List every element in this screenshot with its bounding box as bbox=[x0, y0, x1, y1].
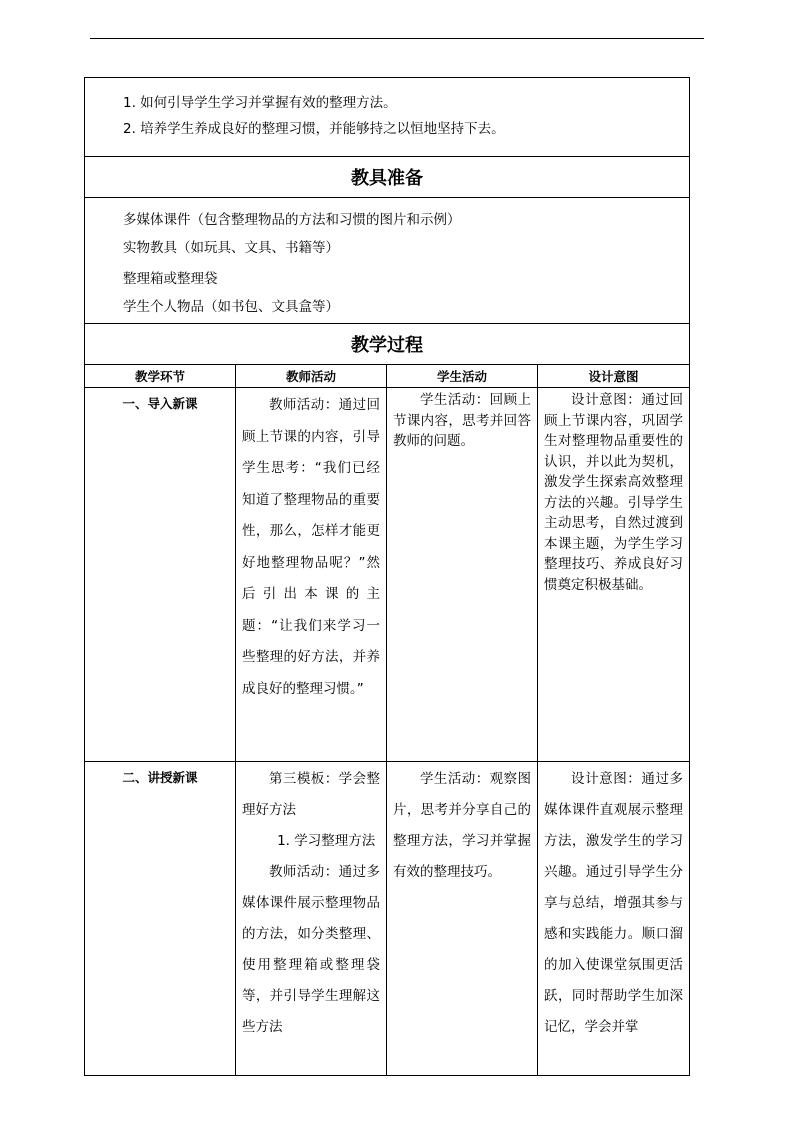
header-rule bbox=[90, 38, 704, 39]
aids-header-row bbox=[85, 157, 690, 198]
teacher-activity: 教师活动：通过多媒体课件展示整理物品的方法，如分类整理、使用整理箱或整理袋等，并引导学生理解这些方法 bbox=[242, 864, 380, 1035]
column-header-row bbox=[85, 365, 690, 388]
stage-cell: 一、导入新课 bbox=[85, 388, 236, 762]
column-header-teacher: 教师活动 bbox=[236, 365, 387, 388]
process-title: 教学过程 bbox=[85, 324, 690, 365]
method-subheading: 1. 学习整理方法 bbox=[277, 833, 376, 849]
aids-list bbox=[85, 198, 690, 324]
aids-item: 多媒体课件（包含整理物品的方法和习惯的图片和示例） bbox=[123, 212, 461, 228]
teacher-activity: 教师活动：通过回顾上节课的内容，引导学生思考：“我们已经知道了整理物品的重要性，那么，怎样才能更好地整理物品呢？”然后引出本课的主题：“让我们来学习一些整理的好方法，并养成良好的整理习惯。” bbox=[236, 388, 387, 762]
column-header-design: 设计意图 bbox=[538, 365, 690, 388]
aids-title: 教具准备 bbox=[85, 157, 690, 198]
student-activity: 学生活动：观察图片，思考并分享自己的整理方法，学习并掌握有效的整理技巧。 bbox=[387, 762, 538, 1076]
aids-item: 学生个人物品（如书包、文具盒等） bbox=[123, 299, 339, 315]
design-intent: 设计意图：通过多媒体课件直观展示整理方法，激发学生的学习兴趣。通过引导学生分享与总结，增强其参与感和实践能力。顺口溜的加入使课堂氛围更活跃，同时帮助学生加深记忆，学会并掌 bbox=[538, 762, 690, 1076]
difficulty-item: 2. 培养学生养成良好的整理习惯，并能够持之以恒地坚持下去。 bbox=[123, 121, 505, 137]
column-header-student: 学生活动 bbox=[387, 365, 538, 388]
design-intent: 设计意图：通过回顾上节课内容，巩固学生对整理物品重要性的认识，并以此为契机，激发学生探索高效整理方法的兴趣。引导学生主动思考，自然过渡到本课主题，为学生学习整理技巧、养成良好习惯奠定积极基础。 bbox=[538, 388, 690, 762]
aids-item: 实物教具（如玩具、文具、书籍等） bbox=[123, 240, 339, 256]
difficulty-item: 1. 如何引导学生学习并掌握有效的整理方法。 bbox=[123, 95, 397, 111]
stage-cell: 二、讲授新课 bbox=[85, 762, 236, 1076]
process-header-row bbox=[85, 324, 690, 365]
column-header-stage: 教学环节 bbox=[85, 365, 236, 388]
table-row bbox=[85, 762, 690, 1076]
difficulty-row bbox=[85, 78, 690, 157]
student-activity: 学生活动：回顾上节课内容，思考并回答教师的问题。 bbox=[387, 388, 538, 762]
teacher-activity-cell bbox=[236, 762, 387, 1076]
table-row bbox=[85, 388, 690, 762]
lesson-plan-table bbox=[84, 77, 690, 1076]
aids-item: 整理箱或整理袋 bbox=[123, 271, 218, 287]
module-title: 第三模板：学会整理好方法 bbox=[242, 771, 380, 818]
difficulty-cell bbox=[85, 78, 690, 157]
aids-row bbox=[85, 198, 690, 324]
